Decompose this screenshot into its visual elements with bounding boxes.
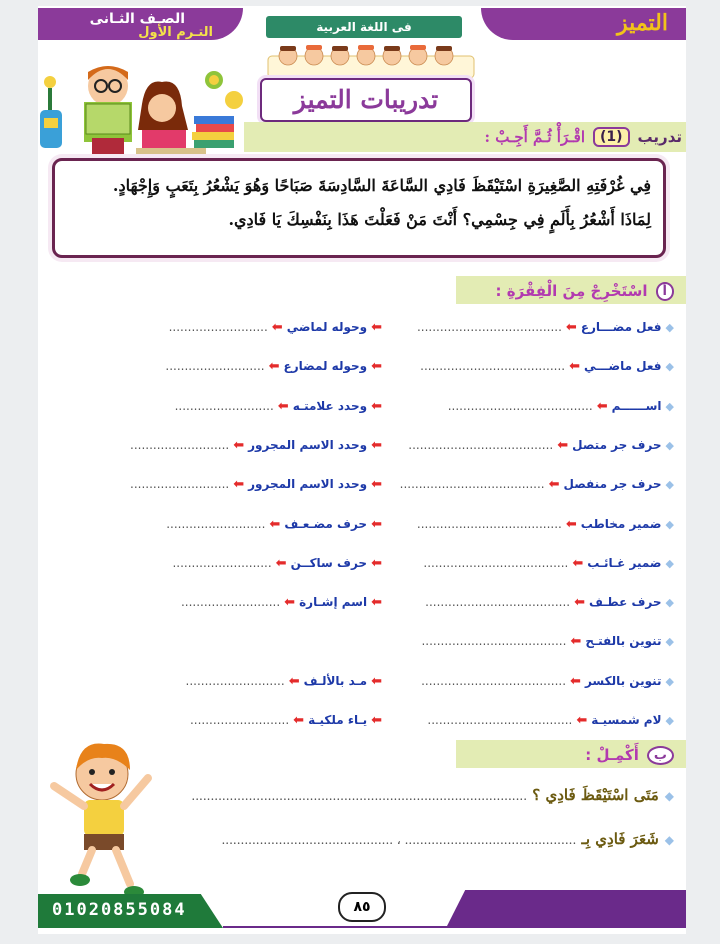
answer-line[interactable]: ...................................... xyxy=(416,320,562,334)
answer-line[interactable]: ...................................... xyxy=(423,556,569,570)
brand-banner xyxy=(481,8,686,40)
arrow-left-icon: ⬅ xyxy=(275,556,287,571)
arrow-left-icon: ⬅ xyxy=(569,359,581,374)
arrow-left-icon: ⬅ xyxy=(548,477,560,492)
answer-line[interactable]: .......................... xyxy=(166,517,266,531)
arrow-left-icon: ⬅ xyxy=(565,320,577,335)
paragraph-line-2: لِمَاذَا أَشْعُرُ بِأَلَمٍ فِي جِسْمِي؟ أَنْتَ مَنْ فَعَلْتَ هَذَا بِنَفْسِكَ يَا فَادِي. xyxy=(228,210,651,229)
row-left-label: وحدد الاسم المجرور xyxy=(248,438,368,452)
paragraph-text xyxy=(67,169,651,237)
diamond-bullet-icon: ◆ xyxy=(665,714,674,727)
section-b-header xyxy=(585,741,674,769)
arrow-left-icon: ⬅ xyxy=(268,359,280,374)
row-left-item xyxy=(130,477,386,499)
row-right-label: حرف جر منفصل xyxy=(563,477,662,491)
question-2-answer-line[interactable]: ............................................. ، ............................................. xyxy=(221,833,577,847)
answer-line[interactable]: ...................................... xyxy=(447,399,593,413)
diamond-bullet-icon: ◆ xyxy=(664,833,674,847)
row-right-label: تنوين بالكسر xyxy=(584,674,662,688)
question-1 xyxy=(191,786,674,804)
brand-logo: التميز xyxy=(617,10,668,36)
arrow-left-icon: ⬅ xyxy=(233,438,245,453)
row-left-label: اسم إشـارة xyxy=(299,595,368,609)
footer-purple-band xyxy=(446,890,686,928)
arrow-left-icon: ⬅ xyxy=(371,713,382,728)
row-left-label: يـاء ملكيـة xyxy=(308,713,368,727)
answer-line[interactable]: .......................... xyxy=(168,320,268,334)
arrow-left-icon: ⬅ xyxy=(570,674,581,689)
diamond-bullet-icon: ◆ xyxy=(665,518,674,531)
answer-line[interactable]: .......................... xyxy=(130,438,230,452)
row-left-item xyxy=(165,359,386,381)
arrow-left-icon: ⬅ xyxy=(293,713,305,728)
question-2 xyxy=(221,830,674,848)
arrow-left-icon: ⬅ xyxy=(576,713,588,728)
header-bar xyxy=(38,8,686,42)
row-left-item xyxy=(166,517,386,539)
row-left-item xyxy=(190,713,386,735)
row-left-label: وحدد الاسم المجرور xyxy=(248,477,368,491)
row-right-label: ضمير غـائـب xyxy=(587,556,662,570)
page-number: ٨٥ xyxy=(338,892,386,922)
arrow-left-icon: ⬅ xyxy=(371,595,382,610)
exercise-label: تدريب xyxy=(637,128,682,146)
answer-line[interactable]: ...................................... xyxy=(408,438,554,452)
section-a-letter: أ xyxy=(656,282,674,301)
arrow-left-icon: ⬅ xyxy=(371,477,382,492)
diamond-bullet-icon: ◆ xyxy=(665,635,674,648)
section-a-header xyxy=(496,277,674,305)
arrow-left-icon: ⬅ xyxy=(371,399,382,414)
arrow-left-icon: ⬅ xyxy=(284,595,296,610)
answer-line[interactable]: .......................... xyxy=(172,556,272,570)
term-label: التـرم الأول xyxy=(138,25,213,40)
row-right-item xyxy=(417,517,674,539)
answer-line[interactable]: .......................... xyxy=(174,399,274,413)
question-1-text: مَتَى اسْتَيْقَظَ فَادِي ؟ xyxy=(532,786,659,804)
row-right-item xyxy=(448,399,674,421)
row-right-item xyxy=(400,477,674,499)
answer-line[interactable]: ...................................... xyxy=(399,477,545,491)
question-2-text: شَعَرَ فَادِي بِـ xyxy=(581,830,659,848)
exercise-number: (1) xyxy=(593,127,630,147)
row-right-label: اســــــم xyxy=(611,399,662,413)
row-right-item xyxy=(408,438,674,460)
row-left-item xyxy=(175,399,386,421)
diamond-bullet-icon: ◆ xyxy=(665,557,674,570)
worksheet-title-box xyxy=(260,78,472,122)
row-left-item xyxy=(130,438,386,460)
section-b-letter: ب xyxy=(647,746,674,765)
diamond-bullet-icon: ◆ xyxy=(665,478,674,491)
row-right-item xyxy=(420,359,674,381)
row-right-label: تنوين بالفتـح xyxy=(585,634,662,648)
row-right-item xyxy=(417,320,674,342)
paragraph-line-1: فِي غُرْفَتِهِ الصَّغِيرَةِ اسْتَيْقَظَ فَادِي السَّاعَةَ السَّادِسَةَ صَبَاحًا وَهُوَ يَشْعُرُ بِتَعَبٍ وَإِجْهَادٍ. xyxy=(112,176,651,195)
row-right-label: ضمير مخاطب xyxy=(580,517,662,531)
row-left-label: وحوله لمضارع xyxy=(283,359,368,373)
arrow-left-icon: ⬅ xyxy=(271,320,283,335)
row-right-item xyxy=(427,713,674,735)
kids-row-illustration xyxy=(266,42,476,82)
diamond-bullet-icon: ◆ xyxy=(665,400,674,413)
arrow-left-icon: ⬅ xyxy=(233,477,245,492)
exercise-instruction: اقْـرَأْ ثُـمَّ أَجِـبْ : xyxy=(484,128,585,146)
row-left-label: حرف ساكــن xyxy=(290,556,368,570)
arrow-left-icon: ⬅ xyxy=(269,517,281,532)
arrow-left-icon: ⬅ xyxy=(288,674,300,689)
section-a-title: اسْتَخْرِجْ مِنَ الْفِقْرَةِ : xyxy=(495,282,648,300)
arrow-left-icon: ⬅ xyxy=(565,517,577,532)
grade-label: الصـف الثـانى xyxy=(89,11,185,27)
answer-line[interactable]: .......................... xyxy=(189,713,290,727)
row-left-item xyxy=(169,320,386,342)
footer-divider xyxy=(223,926,456,928)
section-b-title: أَكْمِـلْ : xyxy=(585,746,639,764)
row-right-label: حرف عطـف xyxy=(589,595,662,609)
arrow-left-icon: ⬅ xyxy=(572,556,584,571)
row-right-label: فعل ماضـــي xyxy=(584,359,662,373)
worksheet-title: تدريبات التميز xyxy=(293,85,439,114)
answer-line[interactable]: ...................................... xyxy=(427,713,573,727)
row-left-label: مـد بالألـف xyxy=(303,674,368,688)
arrow-left-icon: ⬅ xyxy=(570,634,582,649)
answer-line[interactable]: .......................... xyxy=(185,674,285,688)
row-right-label: فعل مضـــارع xyxy=(580,320,662,334)
worksheet-page xyxy=(38,6,686,934)
question-1-answer-line[interactable]: ........................................................................................ xyxy=(191,789,528,803)
diamond-bullet-icon: ◆ xyxy=(665,439,674,452)
row-left-label: وحوله لماضي xyxy=(286,320,368,334)
answer-line[interactable]: ...................................... xyxy=(420,359,566,373)
row-left-label: حرف مضـعـف xyxy=(284,517,368,531)
row-left-label: وحدد علامتـه xyxy=(292,399,368,413)
row-left-item xyxy=(181,595,386,617)
reading-paragraph-box xyxy=(52,158,666,258)
row-right-item xyxy=(421,674,674,696)
grade-banner xyxy=(38,8,243,40)
phone-number: 01020855084 xyxy=(52,900,187,920)
row-left-item xyxy=(186,674,387,696)
diamond-bullet-icon: ◆ xyxy=(665,321,674,334)
arrow-left-icon: ⬅ xyxy=(277,399,289,414)
subject-label: فى اللغة العربية xyxy=(266,16,462,38)
diamond-bullet-icon: ◆ xyxy=(665,360,674,373)
arrow-left-icon: ⬅ xyxy=(574,595,586,610)
jumping-boy-illustration xyxy=(46,734,156,904)
row-left-item xyxy=(172,556,386,578)
answer-line[interactable]: .......................... xyxy=(180,595,281,609)
exercise-header xyxy=(244,122,686,152)
arrow-left-icon: ⬅ xyxy=(371,517,382,532)
diamond-bullet-icon: ◆ xyxy=(665,675,674,688)
reading-kids-illustration xyxy=(38,60,248,158)
diamond-bullet-icon: ◆ xyxy=(665,596,674,609)
arrow-left-icon: ⬅ xyxy=(371,320,382,335)
arrow-left-icon: ⬅ xyxy=(596,399,608,414)
row-right-item xyxy=(423,556,674,578)
footer xyxy=(38,890,686,930)
row-right-item xyxy=(421,634,674,656)
answer-line[interactable]: ...................................... xyxy=(425,595,571,609)
arrow-left-icon: ⬅ xyxy=(371,359,382,374)
answer-line[interactable]: ...................................... xyxy=(421,674,567,688)
arrow-left-icon: ⬅ xyxy=(371,674,382,689)
answer-line[interactable]: ...................................... xyxy=(421,634,567,648)
row-right-label: لام شمسيـة xyxy=(591,713,662,727)
answer-line[interactable]: ...................................... xyxy=(416,517,562,531)
row-right-label: حرف جر متصل xyxy=(572,438,662,452)
arrow-left-icon: ⬅ xyxy=(557,438,569,453)
answer-line[interactable]: .......................... xyxy=(165,359,265,373)
arrow-left-icon: ⬅ xyxy=(371,556,382,571)
arrow-left-icon: ⬅ xyxy=(371,438,382,453)
answer-line[interactable]: .......................... xyxy=(130,477,230,491)
diamond-bullet-icon: ◆ xyxy=(664,789,674,803)
row-right-item xyxy=(425,595,674,617)
